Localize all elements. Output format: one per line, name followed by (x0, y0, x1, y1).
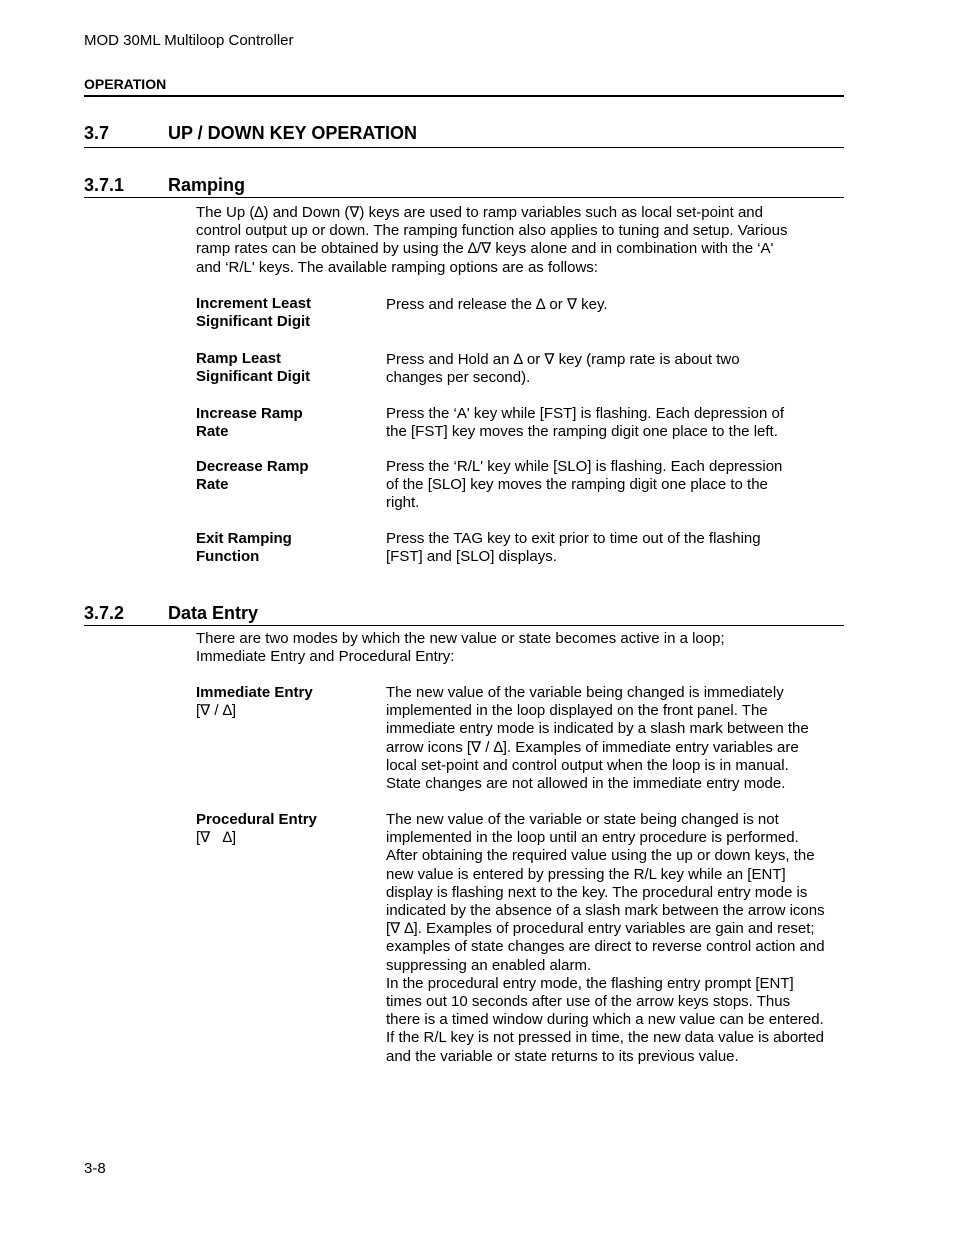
procedural-entry-symbol: [∇ ∆] (196, 829, 237, 846)
ramping-option-label: Ramp Least Significant Digit (196, 350, 311, 385)
immediate-entry-label (196, 684, 376, 720)
header-section-label: OPERATION (84, 76, 167, 92)
data-entry-title: Data Entry (168, 603, 259, 623)
ramping-option-desc: Press the ‘R/L' key while [SLO] is flashing. Each depression of the [SLO] key moves the ramping digit one place to the right. (386, 458, 783, 512)
ramping-title: Ramping (168, 175, 246, 195)
document-title: MOD 30ML Multiloop Controller (84, 32, 294, 49)
section-number: 3.7 (84, 123, 110, 143)
procedural-entry-title: Procedural Entry (196, 811, 317, 828)
data-entry-rule (84, 625, 844, 626)
data-entry-intro: There are two modes by which the new value or state becomes active in a loop; Immediate Entry and Procedural Entry: (196, 630, 725, 666)
ramping-rule (84, 197, 844, 198)
ramping-number: 3.7.1 (84, 175, 125, 195)
immediate-entry-symbol: [∇ / ∆] (196, 702, 237, 719)
ramping-option-label: Exit Ramping Function (196, 530, 292, 565)
immediate-entry-desc: The new value of the variable being changed is immediately implemented in the loop displayed on the front panel. The immediate entry mode is indicated by a slash mark between the arrow icons [∇ / ∆]. Examples of immediate entry variables are local set-point and control output when the loop is in manual. State changes are not allowed in the immediate entry mode. (386, 684, 809, 793)
ramping-option-desc: Press and release the ∆ or ∇ key. (386, 296, 608, 313)
procedural-entry-label (196, 811, 376, 847)
procedural-entry-desc: The new value of the variable or state being changed is not implemented in the loop until an entry procedure is performed. After obtaining the required value using the up or down keys, the new value is entered by pressing the R/L key while an [ENT] display is flashing next to the key. The procedural entry mode is indicated by the absence of a slash mark between the arrow icons [∇ ∆]. Examples of procedural entry variables are gain and reset; examples of state changes are direct to reverse control action and suppressing an enabled alarm. In the procedural entry mode, the flashing entry prompt [ENT] times out 10 seconds after use of the arrow keys stops. Thus there is a timed window during which a new value can be entered. If the R/L key is not pressed in time, the new data value is aborted and the variable or state returns to its previous value. (386, 811, 825, 1065)
ramping-option-label: Increment Least Significant Digit (196, 295, 312, 330)
ramping-option-label: Increase Ramp Rate (196, 405, 303, 440)
section-rule (84, 147, 844, 148)
ramping-option-desc: Press the ‘A' key while [FST] is flashing. Each depression of the [FST] key moves the ramping digit one place to the left. (386, 405, 785, 441)
page-number: 3-8 (84, 1160, 106, 1177)
header-rule (84, 95, 844, 97)
ramping-option-desc: Press the TAG key to exit prior to time out of the flashing [FST] and [SLO] displays. (386, 530, 761, 566)
ramping-intro: The Up (∆) and Down (∇) keys are used to ramp variables such as local set-point and control output up or down. The ramping function also applies to tuning and setup. Various ramp rates can be obtained by using the ∆/∇ keys alone and in combination with the ‘A' and ‘R/L' keys. The available ramping options are as follows: (196, 204, 788, 276)
section-title: UP / DOWN KEY OPERATION (168, 123, 418, 143)
data-entry-number: 3.7.2 (84, 603, 125, 623)
ramping-option-label: Decrease Ramp Rate (196, 458, 309, 493)
ramping-option-desc: Press and Hold an ∆ or ∇ key (ramp rate is about two changes per second). (386, 351, 740, 387)
immediate-entry-title: Immediate Entry (196, 684, 313, 701)
